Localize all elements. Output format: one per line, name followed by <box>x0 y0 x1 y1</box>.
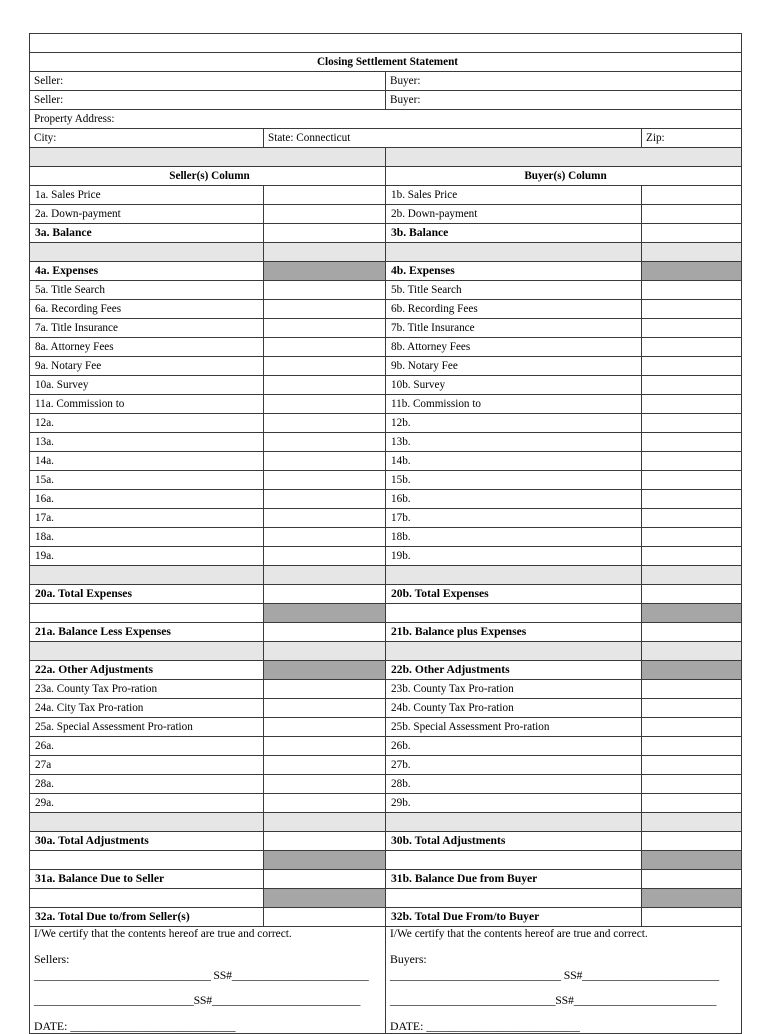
buyer-total-expenses-amount[interactable] <box>642 585 742 604</box>
seller-total-adjustments-label: 30a. Total Adjustments <box>30 832 264 851</box>
table-row <box>30 300 742 319</box>
buyer-adjustment_items-label: 23b. County Tax Pro-ration <box>386 680 642 699</box>
spacer-cell <box>386 851 642 870</box>
buyer-expense_items-label: 16b. <box>386 490 642 509</box>
buyer-expense_items-amount[interactable] <box>642 338 742 357</box>
table-row <box>30 775 742 794</box>
seller-expense_items-label: 17a. <box>30 509 264 528</box>
spacer-cell <box>386 566 642 585</box>
table-row <box>30 547 742 566</box>
seller-ss-rule-1: ________________________ <box>231 967 369 982</box>
spacer-cell <box>264 813 386 832</box>
seller-expense_items-amount[interactable] <box>264 509 386 528</box>
buyer-expenses-header-label: 4b. Expenses <box>386 262 642 281</box>
buyer-adjustment_items-amount[interactable] <box>642 680 742 699</box>
buyer-adjustment_items-label: 25b. Special Assessment Pro-ration <box>386 718 642 737</box>
seller-expense_items-label: 19a. <box>30 547 264 566</box>
table-row <box>30 490 742 509</box>
buyer-date-rule: __________________________ <box>423 1018 580 1033</box>
buyer-expense_items-amount[interactable] <box>642 509 742 528</box>
table-row <box>30 680 742 699</box>
buyer-adjustment_items-label: 26b. <box>386 737 642 756</box>
buyer-signature-line-1[interactable] <box>390 969 741 983</box>
buyer-expense_items-amount[interactable] <box>642 433 742 452</box>
table-row <box>30 718 742 737</box>
page-title: Closing Settlement Statement <box>30 53 742 72</box>
settlement-table-body <box>30 34 742 1034</box>
buyer-expense_items-amount[interactable] <box>642 300 742 319</box>
buyer-expense_items-label: 7b. Title Insurance <box>386 319 642 338</box>
seller-adjustment_items-amount[interactable] <box>264 737 386 756</box>
buyer-expense_items-amount[interactable] <box>642 376 742 395</box>
seller-field-2[interactable]: Seller: <box>30 91 386 110</box>
buyer-sales-price-label: 1b. Sales Price <box>386 186 642 205</box>
seller-adjustment_items-label: 23a. County Tax Pro-ration <box>30 680 264 699</box>
seller-certify-text: I/We certify that the contents hereof are true and correct. <box>34 928 292 940</box>
spacer-cell <box>386 889 642 908</box>
buyer-field-2[interactable]: Buyer: <box>386 91 742 110</box>
spacer-cell <box>30 851 264 870</box>
seller-expense_items-label: 10a. Survey <box>30 376 264 395</box>
seller-down-payment-amount[interactable] <box>264 205 386 224</box>
buyer-expense_items-amount[interactable] <box>642 281 742 300</box>
row-total-due <box>30 908 742 927</box>
signature-row <box>30 927 742 1034</box>
buyer-expense_items-amount[interactable] <box>642 490 742 509</box>
seller-down-payment-label: 2a. Down-payment <box>30 205 264 224</box>
seller-expense_items-amount[interactable] <box>264 433 386 452</box>
seller-expense_items-amount[interactable] <box>264 528 386 547</box>
spacer-cell-blocked <box>264 889 386 908</box>
seller-adjustment_items-amount[interactable] <box>264 775 386 794</box>
seller-adjustment_items-amount[interactable] <box>264 794 386 813</box>
buyer-date-label: DATE: <box>390 1018 424 1033</box>
seller-adjustments-header-label: 22a. Other Adjustments <box>30 661 264 680</box>
seller-expense_items-label: 7a. Title Insurance <box>30 319 264 338</box>
seller-expense_items-label: 15a. <box>30 471 264 490</box>
seller-expense_items-label: 16a. <box>30 490 264 509</box>
seller-signature-block <box>30 927 386 1034</box>
table-row <box>30 699 742 718</box>
seller-expense_items-amount[interactable] <box>264 300 386 319</box>
seller-total-expenses-label: 20a. Total Expenses <box>30 585 264 604</box>
seller-expense_items-amount[interactable] <box>264 452 386 471</box>
buyer-expense_items-label: 6b. Recording Fees <box>386 300 642 319</box>
buyer-expense_items-amount[interactable] <box>642 395 742 414</box>
table-row <box>30 452 742 471</box>
buyer-adjustments-header-blocked <box>642 661 742 680</box>
seller-balance-label: 3a. Balance <box>30 224 264 243</box>
buyer-down-payment-amount[interactable] <box>642 205 742 224</box>
buyer-total-adjustments-label: 30b. Total Adjustments <box>386 832 642 851</box>
seller-date-line[interactable] <box>34 1020 385 1034</box>
spacer-row <box>30 566 742 585</box>
seller-balance-less-expenses-label: 21a. Balance Less Expenses <box>30 623 264 642</box>
spacer-cell <box>386 813 642 832</box>
spacer-cell <box>642 642 742 661</box>
buyer-expense_items-amount[interactable] <box>642 452 742 471</box>
seller-ss-label-2: SS# <box>193 993 212 1008</box>
row-total-expenses <box>30 585 742 604</box>
seller-date-label: DATE: <box>34 1018 68 1033</box>
buyer-expense_items-amount[interactable] <box>642 414 742 433</box>
buyer-down-payment-label: 2b. Down-payment <box>386 205 642 224</box>
seller-expense_items-label: 8a. Attorney Fees <box>30 338 264 357</box>
buyer-expense_items-label: 13b. <box>386 433 642 452</box>
seller-adjustment_items-amount[interactable] <box>264 699 386 718</box>
seller-adjustment_items-label: 24a. City Tax Pro-ration <box>30 699 264 718</box>
table-row <box>30 376 742 395</box>
buyer-total-due-label: 32b. Total Due From/to Buyer <box>386 908 642 927</box>
buyer-balance-due-amount[interactable] <box>642 870 742 889</box>
table-row <box>30 281 742 300</box>
buyer-adjustment_items-label: 27b. <box>386 756 642 775</box>
spacer-cell <box>642 243 742 262</box>
buyer-adjustment_items-label: 24b. County Tax Pro-ration <box>386 699 642 718</box>
seller-balance-less-expenses-amount[interactable] <box>264 623 386 642</box>
buyer-ss-label-1: SS# <box>560 967 583 982</box>
seller-expense_items-label: 9a. Notary Fee <box>30 357 264 376</box>
city-state-zip-row <box>30 129 742 148</box>
spacer-cell-left <box>30 148 386 167</box>
state-field[interactable]: State: Connecticut <box>264 129 642 148</box>
seller-expenses-header-label: 4a. Expenses <box>30 262 264 281</box>
row-total-adjustments <box>30 832 742 851</box>
spacer-cell-blocked <box>264 851 386 870</box>
buyer-adjustment_items-amount[interactable] <box>642 699 742 718</box>
seller-adjustment_items-amount[interactable] <box>264 680 386 699</box>
buyer-adjustment_items-label: 29b. <box>386 794 642 813</box>
buyer-expense_items-label: 12b. <box>386 414 642 433</box>
table-row <box>30 395 742 414</box>
spacer-cell <box>264 243 386 262</box>
seller-adjustment_items-amount[interactable] <box>264 756 386 775</box>
seller-ss-label-1: SS# <box>210 967 232 982</box>
buyer-expense_items-amount[interactable] <box>642 471 742 490</box>
seller-expense_items-label: 11a. Commission to <box>30 395 264 414</box>
table-row <box>30 794 742 813</box>
table-row <box>30 528 742 547</box>
buyer-balance-amount[interactable] <box>642 224 742 243</box>
seller-expense_items-amount[interactable] <box>264 319 386 338</box>
buyer-expense_items-amount[interactable] <box>642 319 742 338</box>
seller-expense_items-label: 13a. <box>30 433 264 452</box>
spacer-row-dark <box>30 851 742 870</box>
seller-expense_items-label: 6a. Recording Fees <box>30 300 264 319</box>
spacer-row <box>30 243 742 262</box>
buyer-balance-plus-expenses-label: 21b. Balance plus Expenses <box>386 623 642 642</box>
buyer-signature-block <box>386 927 742 1034</box>
spacer-cell <box>386 642 642 661</box>
seller-balance-amount[interactable] <box>264 224 386 243</box>
buyer-expense_items-label: 9b. Notary Fee <box>386 357 642 376</box>
seller-balance-due-label: 31a. Balance Due to Seller <box>30 870 264 889</box>
seller-expense_items-amount[interactable] <box>264 376 386 395</box>
seller-adjustment_items-label: 29a. <box>30 794 264 813</box>
table-row <box>30 737 742 756</box>
seller-sales-price-amount[interactable] <box>264 186 386 205</box>
settlement-form <box>29 33 741 1034</box>
seller-field-1[interactable]: Seller: <box>30 72 386 91</box>
seller-expense_items-amount[interactable] <box>264 490 386 509</box>
buyer-expense_items-label: 19b. <box>386 547 642 566</box>
buyer-adjustment_items-amount[interactable] <box>642 756 742 775</box>
seller-ss-rule-2: __________________________ <box>211 993 361 1008</box>
spacer-cell <box>30 604 264 623</box>
buyer-balance-plus-expenses-amount[interactable] <box>642 623 742 642</box>
seller-adjustment_items-label: 26a. <box>30 737 264 756</box>
buyer-sig-rule-1a: ______________________________ <box>390 967 561 982</box>
seller-expense_items-label: 5a. Title Search <box>30 281 264 300</box>
row-down-payment <box>30 205 742 224</box>
table-row <box>30 471 742 490</box>
buyer-expense_items-label: 8b. Attorney Fees <box>386 338 642 357</box>
buyer-expense_items-label: 11b. Commission to <box>386 395 642 414</box>
spacer-row <box>30 148 742 167</box>
buyer-adjustment_items-amount[interactable] <box>642 718 742 737</box>
buyer-expense_items-label: 10b. Survey <box>386 376 642 395</box>
buyer-date-line[interactable] <box>390 1020 741 1034</box>
buyer-total-due-amount[interactable] <box>642 908 742 927</box>
column-header-row <box>30 167 742 186</box>
spacer-cell <box>30 813 264 832</box>
spacer-cell-blocked <box>642 889 742 908</box>
buyer-adjustment_items-amount[interactable] <box>642 775 742 794</box>
seller-sales-price-label: 1a. Sales Price <box>30 186 264 205</box>
spacer-cell <box>30 642 264 661</box>
spacer-cell <box>386 243 642 262</box>
buyer-field-1[interactable]: Buyer: <box>386 72 742 91</box>
seller-adjustment_items-label: 25a. Special Assessment Pro-ration <box>30 718 264 737</box>
party-row-1 <box>30 72 742 91</box>
buyer-signature-label: Buyers: <box>390 952 427 967</box>
buyer-expense_items-label: 17b. <box>386 509 642 528</box>
top-blank-row <box>30 34 742 53</box>
buyer-balance-due-label: 31b. Balance Due from Buyer <box>386 870 642 889</box>
buyer-certify-text: I/We certify that the contents hereof are true and correct. <box>390 928 648 940</box>
table-row <box>30 338 742 357</box>
spacer-cell-blocked <box>642 604 742 623</box>
buyer-column-header: Buyer(s) Column <box>386 167 742 186</box>
buyer-expense_items-amount[interactable] <box>642 528 742 547</box>
buyer-expenses-header-blocked <box>642 262 742 281</box>
seller-sig-rule-1a: _______________________________ <box>34 967 211 982</box>
seller-expense_items-amount[interactable] <box>264 414 386 433</box>
table-row <box>30 756 742 775</box>
seller-date-rule: ____________________________ <box>67 1018 236 1033</box>
spacer-cell <box>30 243 264 262</box>
row-balance-expenses <box>30 623 742 642</box>
row-expenses-header <box>30 262 742 281</box>
seller-total-expenses-amount[interactable] <box>264 585 386 604</box>
buyer-expense_items-amount[interactable] <box>642 547 742 566</box>
seller-expense_items-amount[interactable] <box>264 281 386 300</box>
spacer-cell-blocked <box>264 604 386 623</box>
buyer-ss-rule-1: ________________________ <box>582 967 719 982</box>
spacer-cell <box>264 642 386 661</box>
buyer-sales-price-amount[interactable] <box>642 186 742 205</box>
row-adjustments-header <box>30 661 742 680</box>
buyer-expense_items-label: 14b. <box>386 452 642 471</box>
spacer-cell-right <box>386 148 742 167</box>
buyer-adjustments-header-label: 22b. Other Adjustments <box>386 661 642 680</box>
seller-expense_items-amount[interactable] <box>264 357 386 376</box>
seller-expense_items-amount[interactable] <box>264 395 386 414</box>
document-title-row <box>30 53 742 72</box>
spacer-cell <box>386 604 642 623</box>
buyer-total-adjustments-amount[interactable] <box>642 832 742 851</box>
city-field[interactable]: City: <box>30 129 264 148</box>
spacer-cell <box>642 813 742 832</box>
table-row <box>30 509 742 528</box>
seller-expense_items-amount[interactable] <box>264 547 386 566</box>
seller-signature-line-1[interactable] <box>34 969 385 983</box>
settlement-table <box>29 33 742 1034</box>
seller-column-header: Seller(s) Column <box>30 167 386 186</box>
seller-total-due-label: 32a. Total Due to/from Seller(s) <box>30 908 264 927</box>
table-row <box>30 414 742 433</box>
buyer-expense_items-label: 5b. Title Search <box>386 281 642 300</box>
spacer-cell <box>264 566 386 585</box>
property-address-row <box>30 110 742 129</box>
table-row <box>30 357 742 376</box>
table-row <box>30 319 742 338</box>
spacer-row <box>30 642 742 661</box>
buyer-adjustment_items-label: 28b. <box>386 775 642 794</box>
buyer-total-expenses-label: 20b. Total Expenses <box>386 585 642 604</box>
seller-expense_items-label: 18a. <box>30 528 264 547</box>
buyer-expense_items-label: 15b. <box>386 471 642 490</box>
seller-total-due-amount[interactable] <box>264 908 386 927</box>
seller-expense_items-label: 14a. <box>30 452 264 471</box>
seller-signature-line-2[interactable] <box>34 994 385 1008</box>
row-balance-due <box>30 870 742 889</box>
row-sales-price <box>30 186 742 205</box>
property-address-field[interactable]: Property Address: <box>30 110 742 129</box>
spacer-cell <box>30 566 264 585</box>
spacer-cell <box>30 889 264 908</box>
seller-expense_items-amount[interactable] <box>264 338 386 357</box>
spacer-row <box>30 813 742 832</box>
seller-expense_items-amount[interactable] <box>264 471 386 490</box>
seller-signature-label: Sellers: <box>34 952 70 967</box>
seller-expenses-header-blocked <box>264 262 386 281</box>
row-balance <box>30 224 742 243</box>
spacer-cell <box>642 566 742 585</box>
buyer-adjustment_items-amount[interactable] <box>642 794 742 813</box>
buyer-expense_items-label: 18b. <box>386 528 642 547</box>
seller-adjustments-header-blocked <box>264 661 386 680</box>
seller-total-adjustments-amount[interactable] <box>264 832 386 851</box>
spacer-cell-blocked <box>642 851 742 870</box>
buyer-adjustment_items-amount[interactable] <box>642 737 742 756</box>
seller-sig-rule-2a: ____________________________ <box>34 993 194 1008</box>
top-blank-cell <box>30 34 742 53</box>
seller-adjustment_items-amount[interactable] <box>264 718 386 737</box>
spacer-row-dark <box>30 889 742 908</box>
buyer-signature-line-2[interactable] <box>390 994 741 1008</box>
seller-adjustment_items-label: 27a <box>30 756 264 775</box>
buyer-ss-label-2: SS# <box>555 993 574 1008</box>
buyer-sig-rule-2a: _____________________________ <box>390 993 556 1008</box>
buyer-expense_items-amount[interactable] <box>642 357 742 376</box>
seller-expense_items-label: 12a. <box>30 414 264 433</box>
buyer-ss-rule-2: _________________________ <box>573 993 717 1008</box>
table-row <box>30 433 742 452</box>
party-row-2 <box>30 91 742 110</box>
seller-balance-due-amount[interactable] <box>264 870 386 889</box>
zip-field[interactable]: Zip: <box>642 129 742 148</box>
buyer-balance-label: 3b. Balance <box>386 224 642 243</box>
spacer-row-dark <box>30 604 742 623</box>
seller-adjustment_items-label: 28a. <box>30 775 264 794</box>
